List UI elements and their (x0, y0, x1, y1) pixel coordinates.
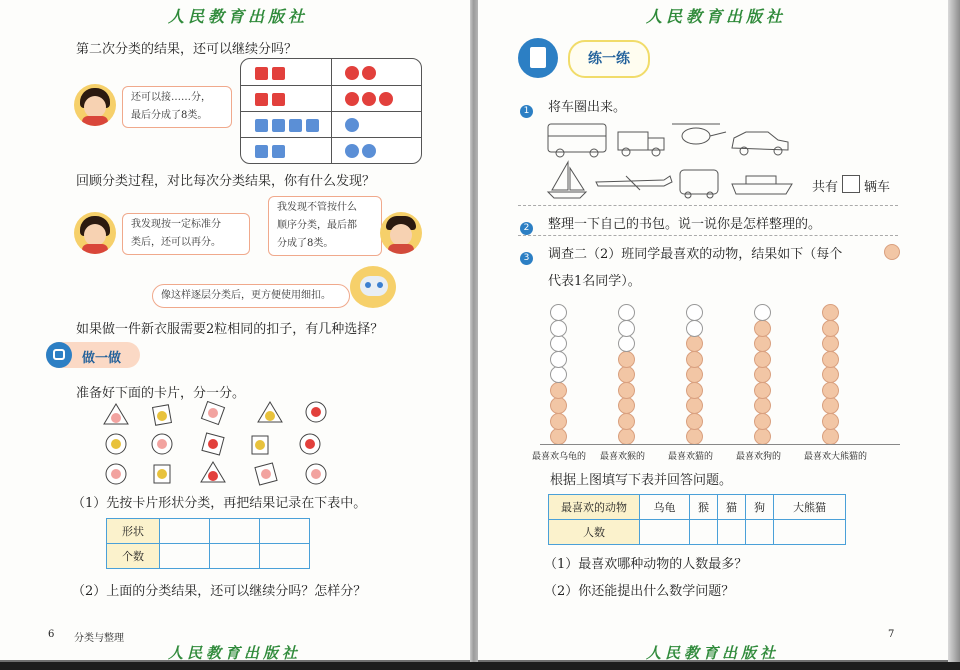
table-header-cell: 大熊猫 (774, 495, 846, 520)
pictograph-filled-circle (754, 413, 771, 430)
left-page (0, 0, 470, 660)
pictograph-filled-circle (686, 382, 703, 399)
table-cell[interactable] (774, 520, 846, 545)
pictograph-empty-circle (618, 320, 635, 337)
shape-cards (100, 398, 340, 490)
pictograph-empty-circle (550, 366, 567, 383)
blue-round-pair (345, 143, 379, 162)
divider (518, 205, 898, 206)
section-doit-title: 做一做 (82, 351, 122, 366)
pictograph-labels (532, 449, 900, 463)
prepare-cards-text: 准备好下面的卡片，分一分。 (76, 386, 246, 401)
footer-unit-title: 分类与整理 (74, 633, 124, 644)
dice-grid (240, 58, 422, 164)
pictograph-filled-circle (754, 335, 771, 352)
section-practice-title: 练一练 (568, 40, 650, 78)
page-number-left: 6 (48, 629, 55, 640)
table-cell[interactable] (746, 520, 774, 545)
pictograph-filled-circle (686, 351, 703, 368)
pictograph-filled-circle (618, 428, 635, 445)
animal-count-table (548, 494, 846, 545)
pictograph-empty-circle (550, 320, 567, 337)
pictograph-filled-circle (618, 351, 635, 368)
blue-square-pair (255, 143, 289, 162)
pictograph-filled-circle (686, 428, 703, 445)
question-continue: 第二次分类的结果，还可以继续分吗？ (76, 42, 298, 57)
pictograph-column-label: 最喜欢乌龟的 (532, 452, 587, 462)
red-round-triple (345, 91, 396, 110)
pictograph-filled-circle (822, 320, 839, 337)
legend-circle (884, 244, 900, 260)
pictograph-empty-circle (686, 304, 703, 321)
table-cell[interactable] (210, 544, 260, 569)
q3-text-line2: 代表1名同学）。 (548, 274, 641, 289)
pictograph-filled-circle (550, 382, 567, 399)
q1-text: 将车圈出来。 (548, 100, 627, 115)
red-round-pair-1 (345, 65, 379, 84)
pictograph-baseline (540, 444, 900, 445)
girl-avatar-2 (74, 212, 116, 254)
table-header-cell: 猴 (690, 495, 718, 520)
pictograph-filled-circle (754, 351, 771, 368)
pictograph-filled-circle (754, 382, 771, 399)
practice-icon (518, 38, 558, 78)
pictograph-filled-circle (686, 413, 703, 430)
table-row-label: 形状 (107, 519, 160, 544)
pictograph-filled-circle (822, 335, 839, 352)
pictograph-empty-circle (550, 335, 567, 352)
boy-speech-bubble: 我发现不管按什么 顺序分类，最后都 分成了8类。 (268, 196, 382, 256)
viewer-bottom-bar (0, 662, 960, 670)
pictograph-filled-circle (754, 428, 771, 445)
robot-speech-bubble: 像这样逐层分类后，更方便使用细扣。 (152, 284, 350, 308)
pictograph-filled-circle (822, 351, 839, 368)
pictograph-empty-circle (754, 304, 771, 321)
sub-question-1: （1）最喜欢哪种动物的人数最多？ (544, 557, 748, 572)
table-cell[interactable] (260, 544, 310, 569)
table-cell[interactable] (210, 519, 260, 544)
pictograph-filled-circle (618, 397, 635, 414)
table-cell[interactable] (640, 520, 690, 545)
page-gutter (470, 0, 478, 662)
publisher-logo: 人民教育出版社 (168, 7, 309, 26)
task-2-text: （2）上面的分类结果，还可以继续分吗？怎样分？ (72, 584, 367, 599)
pictograph-filled-circle (754, 397, 771, 414)
pictograph-empty-circle (618, 304, 635, 321)
publisher-logo: 人民教育出版社 (646, 7, 787, 26)
table-header-cell: 最喜欢的动物 (549, 495, 640, 520)
pictograph-filled-circle (822, 413, 839, 430)
card-row-1 (104, 401, 326, 425)
blue-round-single (345, 117, 362, 136)
table-row-label: 个数 (107, 544, 160, 569)
red-square-pair-1 (255, 65, 289, 84)
red-square-pair-2 (255, 91, 289, 110)
pictograph-filled-circle (686, 397, 703, 414)
helicopter-picture (672, 124, 726, 144)
girl-avatar-1 (74, 84, 116, 126)
sub-question-2: （2）你还能提出什么数学问题？ (544, 584, 735, 599)
truck-picture (618, 132, 664, 156)
pictograph-column-label: 最喜欢猫的 (668, 452, 714, 462)
pictograph-filled-circle (822, 428, 839, 445)
q2-number: 2 (520, 215, 533, 235)
pictograph-empty-circle (550, 304, 567, 321)
publisher-logo-bottom: 人民教育出版社 (646, 644, 780, 660)
table-row-label: 人数 (549, 520, 640, 545)
pictograph-filled-circle (686, 335, 703, 352)
table-header-cell: 乌龟 (640, 495, 690, 520)
fill-table-prompt: 根据上图填写下表并回答问题。 (550, 473, 733, 488)
q1-number: 1 (520, 98, 533, 118)
table-cell[interactable] (160, 544, 210, 569)
vehicle-count-box[interactable] (842, 175, 860, 193)
publisher-logo-bottom: 人民教育出版社 (168, 644, 302, 660)
pictograph-filled-circle (618, 413, 635, 430)
page-number-right: 7 (888, 629, 895, 640)
pictograph-filled-circle (550, 397, 567, 414)
girl-speech-bubble-1: 还可以接……分， 最后分成了8类。 (122, 86, 232, 128)
pictograph-empty-circle (550, 351, 567, 368)
question-review: 回顾分类过程，对比每次分类结果，你有什么发现？ (76, 174, 376, 189)
table-cell[interactable] (718, 520, 746, 545)
pictograph-filled-circle (618, 382, 635, 399)
task-1-text: （1）先按卡片形状分类，再把结果记录在下表中。 (72, 496, 367, 511)
question-buttons: 如果做一件新衣服需要2粒相同的扣子，有几种选择？ (76, 322, 384, 337)
pictograph-filled-circle (550, 413, 567, 430)
pictograph-filled-circle (822, 366, 839, 383)
page-edge-shadow (948, 0, 960, 662)
pictograph-empty-circle (618, 335, 635, 352)
car-picture (732, 132, 788, 155)
bus-picture (548, 124, 606, 157)
section-doit-banner (46, 342, 140, 368)
pictograph-filled-circle (822, 382, 839, 399)
right-page (478, 0, 948, 660)
doit-icon (46, 342, 72, 368)
pictograph-column-label: 最喜欢猴的 (600, 452, 646, 462)
vehicle-total-suffix: 辆车 (864, 180, 891, 195)
card-row-2 (106, 433, 320, 455)
shape-record-table (106, 518, 310, 569)
pictograph-filled-circle (754, 320, 771, 337)
airplane-picture (596, 176, 672, 190)
table-cell[interactable] (160, 519, 210, 544)
vehicle-total-prefix: 共有 (812, 180, 839, 195)
table-header-cell: 猫 (718, 495, 746, 520)
sailboat-picture (548, 162, 586, 198)
pictograph-filled-circle (686, 366, 703, 383)
pictograph-filled-circle (618, 366, 635, 383)
divider (518, 235, 898, 236)
pictograph-filled-circle (754, 366, 771, 383)
van-picture (680, 170, 718, 198)
robot-avatar (350, 266, 396, 308)
pictograph-filled-circle (550, 428, 567, 445)
table-cell[interactable] (690, 520, 718, 545)
blue-square-group (255, 117, 323, 136)
card-row-3 (106, 462, 326, 485)
animal-pictograph (540, 294, 900, 444)
ship-picture (732, 176, 792, 194)
girl-speech-bubble-2: 我发现按一定标准分 类后，还可以再分。 (122, 213, 250, 255)
pictograph-filled-circle (822, 397, 839, 414)
q3-text-line1: 调查二（2）班同学最喜欢的动物，结果如下（每个 (548, 247, 843, 262)
pictograph-filled-circle (822, 304, 839, 321)
q3-number: 3 (520, 245, 533, 265)
pictograph-column-label: 最喜欢狗的 (736, 452, 782, 462)
table-cell[interactable] (260, 519, 310, 544)
q2-text: 整理一下自己的书包。说一说你是怎样整理的。 (548, 217, 822, 232)
pictograph-empty-circle (686, 320, 703, 337)
table-header-cell: 狗 (746, 495, 774, 520)
boy-avatar (380, 212, 422, 254)
vehicle-pictures (546, 118, 816, 200)
pictograph-column-label: 最喜欢大熊猫的 (804, 452, 868, 462)
